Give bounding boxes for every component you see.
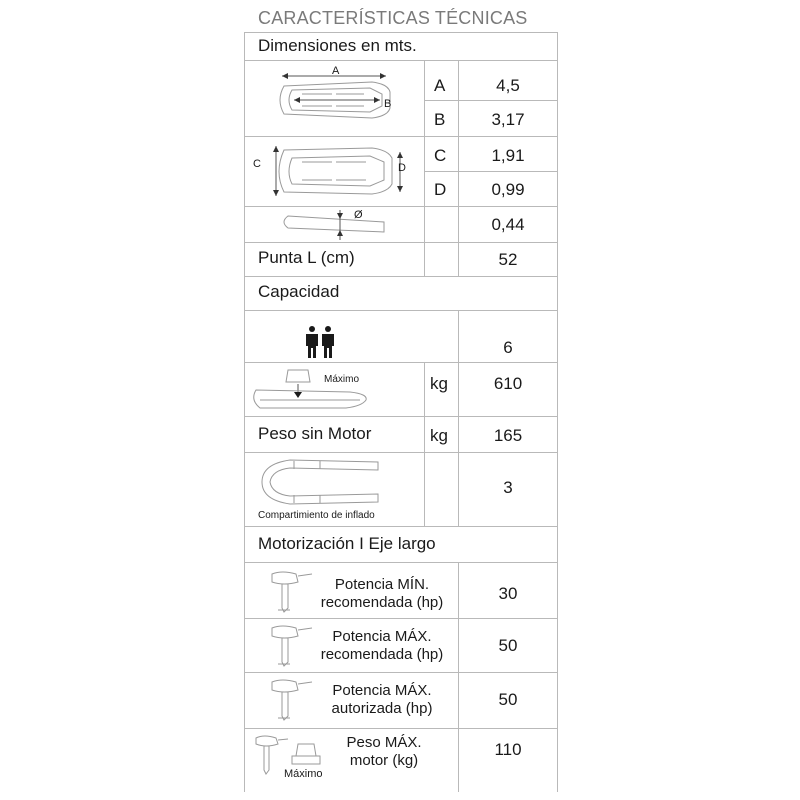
motor-row-2-label-2: recomendada (hp) <box>320 646 444 663</box>
dim-key-b: B <box>434 110 446 129</box>
diagram-label-b: B <box>384 98 392 110</box>
max-load-value: 610 <box>493 374 523 393</box>
dim-key-a: A <box>434 76 446 95</box>
motor-row-3-label-1: Potencia MÁX. <box>332 682 432 699</box>
compartments-value: 3 <box>503 478 513 497</box>
compartments-diagram <box>260 456 390 508</box>
motor-row-3-value: 50 <box>498 690 518 709</box>
compartments-caption: Compartimiento de inflado <box>258 510 375 521</box>
motor-row-4-label-1: Peso MÁX. <box>346 734 422 751</box>
weight-label: Peso sin Motor <box>258 424 372 443</box>
max-load-caption: Máximo <box>324 374 360 385</box>
diagram-label-d: D <box>398 162 406 174</box>
persons-icon <box>304 326 338 358</box>
persons-value: 6 <box>503 338 513 357</box>
dim-value-d: 0,99 <box>491 180 525 199</box>
motor-heading: Motorización I Eje largo <box>258 534 436 553</box>
dim-value-b: 3,17 <box>491 110 525 129</box>
table-border-top <box>244 32 558 33</box>
dim-key-c: C <box>434 146 447 165</box>
motor-row-1-value: 30 <box>498 584 518 603</box>
motor-row-1-label-1: Potencia MÍN. <box>334 576 430 593</box>
punta-label: Punta L (cm) <box>258 248 355 267</box>
motor-icon <box>264 622 324 670</box>
motor-row-1-label-2: recomendada (hp) <box>320 594 444 611</box>
max-load-diagram <box>250 368 380 414</box>
punta-value: 52 <box>498 250 518 269</box>
motor-row-3-label-2: autorizada (hp) <box>331 700 433 717</box>
diagram-label-diameter: Ø <box>354 209 363 221</box>
dim-value-c: 1,91 <box>491 146 525 165</box>
diagram-label-a: A <box>332 65 340 77</box>
motor-row-2-label-1: Potencia MÁX. <box>332 628 432 645</box>
motor-row-4-caption: Máximo <box>284 768 323 780</box>
tube-diameter-diagram <box>274 208 424 242</box>
table-border-left <box>244 32 245 792</box>
motor-row-4-value: 110 <box>494 740 522 759</box>
dim-value-diameter: 0,44 <box>491 215 525 234</box>
max-load-unit: kg <box>430 374 448 393</box>
spec-table <box>244 32 558 792</box>
weight-unit: kg <box>430 426 448 445</box>
diagram-label-c: C <box>253 158 261 170</box>
dimensions-heading: Dimensiones en mts. <box>258 36 417 55</box>
motor-icon <box>264 676 324 724</box>
dim-key-d: D <box>434 180 447 199</box>
motor-icon <box>264 568 324 616</box>
page-title: CARACTERÍSTICAS TÉCNICAS <box>258 8 528 28</box>
dim-value-a: 4,5 <box>496 76 520 95</box>
boat-length-diagram <box>272 68 422 130</box>
motor-row-4-label-2: motor (kg) <box>349 752 419 769</box>
motor-row-2-value: 50 <box>498 636 518 655</box>
capacity-heading: Capacidad <box>258 282 340 301</box>
weight-value: 165 <box>493 426 523 445</box>
